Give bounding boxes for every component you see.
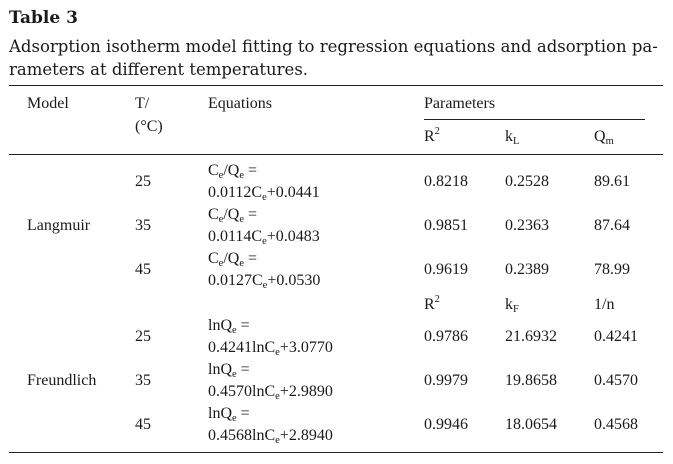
equation-line-1: $C_e/Q_e$ = [208,162,258,181]
equation-line-1: lnQ$_e$ = [208,361,250,380]
kf-sub: F [513,304,519,315]
temp-cell: 25 [135,328,151,345]
model-freundlich: Freundlich [27,372,97,389]
header-freundlich-n: 1/n [594,296,615,313]
equation-line-2: $0.0112C_e+0.0441$ [208,184,320,203]
n-cell: 0.4570 [594,372,638,389]
table-caption [9,35,664,81]
header-model: Model [27,95,69,112]
temp-cell: 45 [135,416,151,433]
header-langmuir-r2 [424,126,440,148]
caption-line-2: rameters at different temperatures. [9,60,309,79]
k-cell: 19.8658 [505,372,557,389]
bottom-rule [9,452,663,453]
k-cell: 0.2363 [505,217,549,234]
header-parameters: Parameters [424,95,496,112]
kf-base: k [505,296,513,313]
r2-sup: 2 [434,126,440,137]
kl-base: k [505,128,513,145]
equation-line-2: 0.4570lnC$_e$+2.9890 [208,383,333,402]
r2-cell: 0.8218 [424,173,468,190]
temp-cell: 35 [135,372,151,389]
k-cell: 21.6932 [505,328,557,345]
caption-line-1: Adsorption isotherm model fitting to regression equations and adsorption pa- [9,37,658,56]
qm-base: Q [594,128,606,145]
r2-cell: 0.9851 [424,217,468,234]
k-cell: 18.0654 [505,416,557,433]
header-temp-line2: (°C) [135,118,163,135]
equation-line-1: $C_e/Q_e$ = [208,206,258,225]
equation-line-2: 0.4241lnC$_e$+3.0770 [208,339,333,358]
n-cell: 0.4241 [594,328,638,345]
header-langmuir-kl [505,126,519,148]
header-freundlich-kf [505,294,519,316]
header-langmuir-qm [594,126,614,148]
temp-cell: 25 [135,173,151,190]
equation-line-2: $0.0127C_e+0.0530$ [208,272,321,291]
r2-cell: 0.9619 [424,261,468,278]
kl-sub: L [513,136,520,147]
header-equations: Equations [208,95,272,112]
table-label: Table 3 [9,8,78,28]
q-cell: 87.64 [594,217,630,234]
equation-line-2: $0.0114C_e+0.0483$ [208,228,320,247]
r2-sup: 2 [434,294,440,305]
r2-base: R [424,128,435,145]
equation-line-1: $C_e/Q_e$ = [208,250,258,269]
qm-sub: m [605,136,614,147]
r2-cell: 0.9786 [424,328,468,345]
k-cell: 0.2528 [505,173,549,190]
r2-cell: 0.9946 [424,416,468,433]
equation-line-2: 0.4568lnC$_e$+2.8940 [208,427,333,446]
temp-cell: 45 [135,261,151,278]
q-cell: 78.99 [594,261,630,278]
equation-line-1: lnQ$_e$ = [208,405,250,424]
header-rule [9,154,663,155]
top-rule [9,85,663,86]
n-cell: 0.4568 [594,416,638,433]
parameters-rule [424,119,645,120]
header-freundlich-r2 [424,294,440,316]
q-cell: 89.61 [594,173,630,190]
model-langmuir: Langmuir [27,217,91,234]
equation-line-1: lnQ$_e$ = [208,317,250,336]
r2-base: R [424,296,435,313]
temp-cell: 35 [135,217,151,234]
r2-cell: 0.9979 [424,372,468,389]
header-temp-line1: T/ [135,95,150,112]
k-cell: 0.2389 [505,261,549,278]
